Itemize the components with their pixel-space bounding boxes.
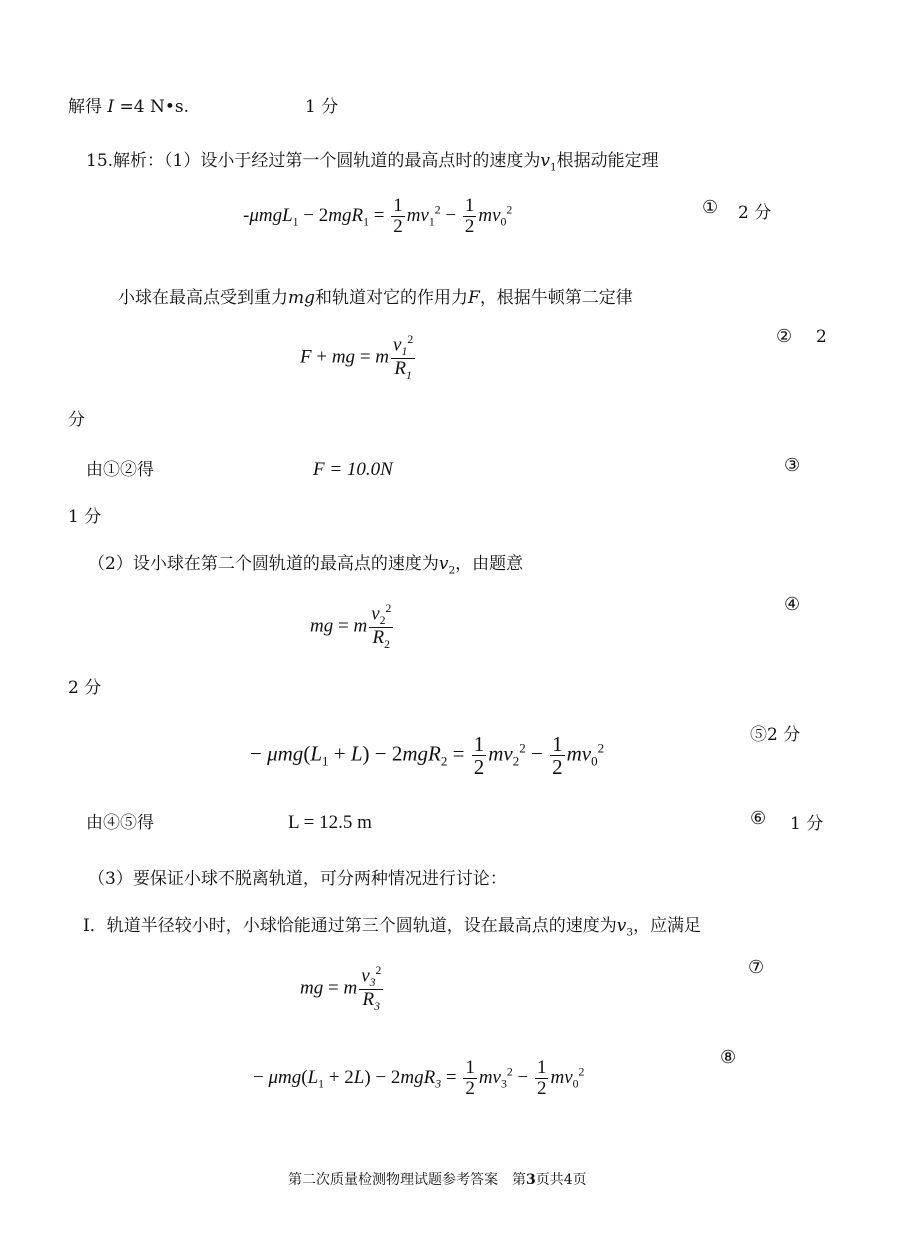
score-5: ⑤2 分 bbox=[750, 725, 801, 745]
p2-text-b: 和轨道对它的作用力 bbox=[315, 288, 469, 308]
p2-text-a: 小球在最高点受到重力 bbox=[118, 288, 288, 308]
q15-prefix: 15.解析：（1）设小于经过第一个圆轨道的最高点时的速度为 bbox=[86, 151, 541, 171]
result-text: 解得 bbox=[68, 97, 102, 117]
q15-suffix: 根据动能定理 bbox=[556, 151, 659, 171]
equation-5: − $\mu mg(L_1 + L) - 2mgR_2$ = $\frac{1}{2}$ $mv_2^2$ − $\frac{1}{2}$ $mv_0^2$ bbox=[250, 732, 605, 780]
footer-text-c: 页 bbox=[572, 1172, 587, 1188]
part2-text-b: ，由题意 bbox=[455, 554, 524, 574]
case1-var: v bbox=[616, 916, 627, 936]
score-1: 2 分 bbox=[738, 203, 772, 223]
score-2: 2 bbox=[816, 327, 827, 347]
part2-sub: 2 bbox=[448, 564, 456, 577]
p2-mg: mg bbox=[288, 288, 316, 308]
case1-sub: 3 bbox=[626, 926, 634, 939]
equation-6: L = 12.5 m bbox=[288, 812, 372, 833]
result-eq: =4 N•s. bbox=[119, 97, 190, 117]
part-2-intro bbox=[88, 549, 523, 576]
p2-text-c: ，根据牛顿第二定律 bbox=[479, 288, 633, 308]
mark-8: ⑧ bbox=[720, 1047, 737, 1068]
footer-page-number: 3 bbox=[526, 1172, 536, 1188]
part-3-intro: （3）要保证小球不脱离轨道，可分两种情况进行讨论： bbox=[88, 869, 507, 889]
case-1-intro bbox=[83, 911, 701, 938]
score-3: 1 分 bbox=[68, 507, 102, 527]
mark-2: ② bbox=[776, 326, 793, 347]
footer-text-a: 第二次质量检测物理试题参考答案 第 bbox=[288, 1172, 526, 1188]
footer-total-pages: 4 bbox=[563, 1172, 573, 1188]
score-6: 1 分 bbox=[790, 814, 824, 834]
part2-text-a: （2）设小球在第二个圆轨道的最高点的速度为 bbox=[88, 554, 439, 574]
equation-3: F = 10.0N bbox=[313, 459, 393, 480]
equation-2: F + mg = m $\frac{v_1^2}{R_1}$ bbox=[300, 333, 414, 383]
mark-1: ① bbox=[702, 197, 719, 218]
equation-4: mg = m $\frac{v_2^2}{R_2}$ bbox=[310, 602, 392, 652]
mark-4: ④ bbox=[784, 594, 801, 615]
equation-1: -μmgL$_1$ − 2mgR$_1$ = $\frac{1}{2}$ $mv_1^2$ − $\frac{1}{2}$ $mv_0^2$ bbox=[243, 195, 513, 237]
footer-text-b: 页共 bbox=[535, 1172, 564, 1188]
mark-3: ③ bbox=[784, 455, 801, 476]
score-4: 2 分 bbox=[68, 678, 102, 698]
by-1-2: 由①②得 bbox=[86, 460, 154, 480]
case1-text-a: I．轨道半径较小时，小球恰能通过第三个圆轨道，设在最高点的速度为 bbox=[83, 916, 617, 936]
case1-text-b: ，应满足 bbox=[633, 916, 702, 936]
q15-var: v bbox=[540, 151, 550, 171]
mark-6: ⑥ bbox=[750, 808, 767, 829]
q15-sub: 1 bbox=[549, 161, 557, 174]
p2-F: F bbox=[468, 288, 480, 308]
equation-7: mg = m $\frac{v_3^2}{R_3}$ bbox=[300, 964, 382, 1014]
result-line bbox=[68, 92, 189, 117]
paragraph-newton bbox=[118, 283, 633, 308]
result-var: I bbox=[107, 97, 115, 117]
by-4-5: 由④⑤得 bbox=[86, 813, 154, 833]
q15-intro bbox=[86, 146, 659, 173]
result-score: 1 分 bbox=[305, 97, 339, 117]
part2-var: v bbox=[438, 554, 449, 574]
score-2-wrap: 分 bbox=[68, 410, 85, 430]
page-footer bbox=[288, 1169, 587, 1189]
mark-7: ⑦ bbox=[748, 957, 765, 978]
equation-8: − $\mu mg(L_1 + 2L) - 2mgR_3$ = $\frac{1}{2}$ $mv_3^2$ − $\frac{1}{2}$ $mv_0^2$ bbox=[253, 1057, 585, 1099]
